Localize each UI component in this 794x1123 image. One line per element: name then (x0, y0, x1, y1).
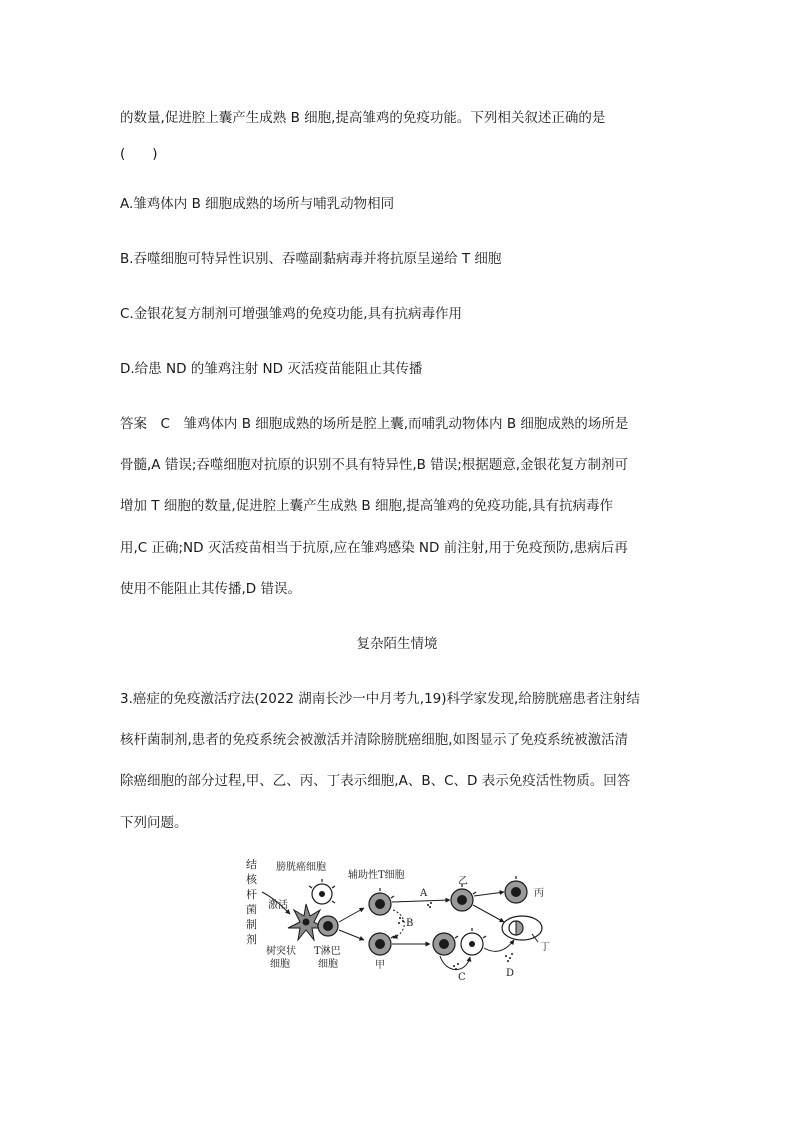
cell-ding (502, 916, 542, 942)
label-d: D (506, 968, 515, 979)
immune-activation-diagram (240, 852, 560, 987)
question3-line-3: 除癌细胞的部分过程,甲、乙、丙、丁表示细胞,A、B、C、D 表示免疫活性物质。回答 (120, 773, 631, 789)
substance-d-dots (505, 953, 513, 962)
jia-label: 甲 (375, 960, 385, 971)
agent-label-vertical (246, 857, 258, 946)
cell-yi (451, 884, 476, 911)
substance-c-dots (453, 963, 459, 970)
helper-t-label: 辅助性T细胞 (348, 870, 405, 881)
arrow-to-ding (473, 905, 504, 922)
substance-b-arrow (393, 910, 404, 938)
section-title: 复杂陌生情境 (356, 636, 438, 652)
agent-char: 核 (246, 873, 257, 886)
plasma-cell (433, 933, 458, 955)
activate-label: 激活 (268, 900, 288, 911)
option-b: B.吞噬细胞可特异性识别、吞噬副黏病毒并将抗原呈递给 T 细胞 (120, 251, 502, 267)
substance-a-dots (427, 902, 432, 908)
agent-char: 制 (246, 918, 257, 931)
substance-d-arrow (484, 940, 514, 951)
question3-line-4: 下列问题。 (120, 815, 188, 831)
ding-label: 丁 (540, 942, 550, 953)
t-cell-label-2: 细胞 (318, 959, 338, 970)
yi-label: 乙 (458, 876, 468, 887)
bing-label: 丙 (534, 888, 544, 899)
answer-line-1: 答案 C 雏鸡体内 B 细胞成熟的场所是腔上囊,而哺乳动物体内 B 细胞成熟的场所是 (120, 416, 629, 432)
question3-line-1: 3.癌症的免疫激活疗法(2022 湖南长沙一中月考九,19)科学家发现,给膀胱癌患者注射结 (120, 691, 640, 707)
cancer-cell-label: 膀胱癌细胞 (276, 862, 326, 873)
arrow-a (392, 900, 450, 902)
question2-answer-bracket: ( ) (120, 146, 158, 162)
arrow-to-helper (339, 908, 364, 922)
option-c: C.金银花复方制剂可增强雏鸡的免疫功能,具有抗病毒作用 (120, 306, 463, 322)
arrow-to-bing (474, 892, 504, 896)
helper-t-cell (369, 888, 394, 915)
dendritic-label-1: 树突状 (266, 946, 296, 957)
memory-cell (461, 928, 486, 955)
answer-line-3: 增加 T 细胞的数量,促进腔上囊产生成熟 B 细胞,提高雏鸡的免疫功能,具有抗病毒作 (120, 498, 614, 514)
label-c: C (458, 972, 466, 983)
answer-line-2: 骨髓,A 错误;吞噬细胞对抗原的识别不具有特异性,B 错误;根据题意,金银花复方制剂可 (120, 457, 629, 473)
agent-char: 剂 (246, 933, 257, 946)
question3-line-2: 核杆菌制剂,患者的免疫系统会被激活并清除膀胱癌细胞,如图显示了免疫系统被激活清 (120, 732, 629, 748)
agent-char: 杆 (246, 888, 257, 901)
question2-stem-tail: 的数量,促进腔上囊产生成熟 B 细胞,提高雏鸡的免疫功能。下列相关叙述正确的是 (120, 110, 606, 126)
cell-jia (369, 933, 394, 955)
answer-line-5: 使用不能阻止其传播,D 错误。 (120, 581, 301, 597)
label-b: B (406, 918, 414, 929)
label-a: A (420, 888, 428, 899)
agent-char: 结 (246, 858, 257, 871)
t-lymphocyte (318, 916, 338, 936)
substance-c-arrow (440, 956, 470, 970)
arrow-to-jia (339, 930, 364, 940)
agent-char: 菌 (246, 903, 257, 916)
answer-line-4: 用,C 正确;ND 灭活疫苗相当于抗原,应在雏鸡感染 ND 前注射,用于免疫预防,患病后再 (120, 540, 628, 556)
bladder-cancer-cell (309, 879, 335, 904)
t-cell-label-1: T淋巴 (314, 946, 341, 957)
option-a: A.雏鸡体内 B 细胞成熟的场所与哺乳动物相同 (120, 196, 395, 212)
option-d: D.给患 ND 的雏鸡注射 ND 灭活疫苗能阻止其传播 (120, 361, 423, 377)
cell-bing (505, 876, 527, 903)
dendritic-label-2: 细胞 (270, 959, 290, 970)
